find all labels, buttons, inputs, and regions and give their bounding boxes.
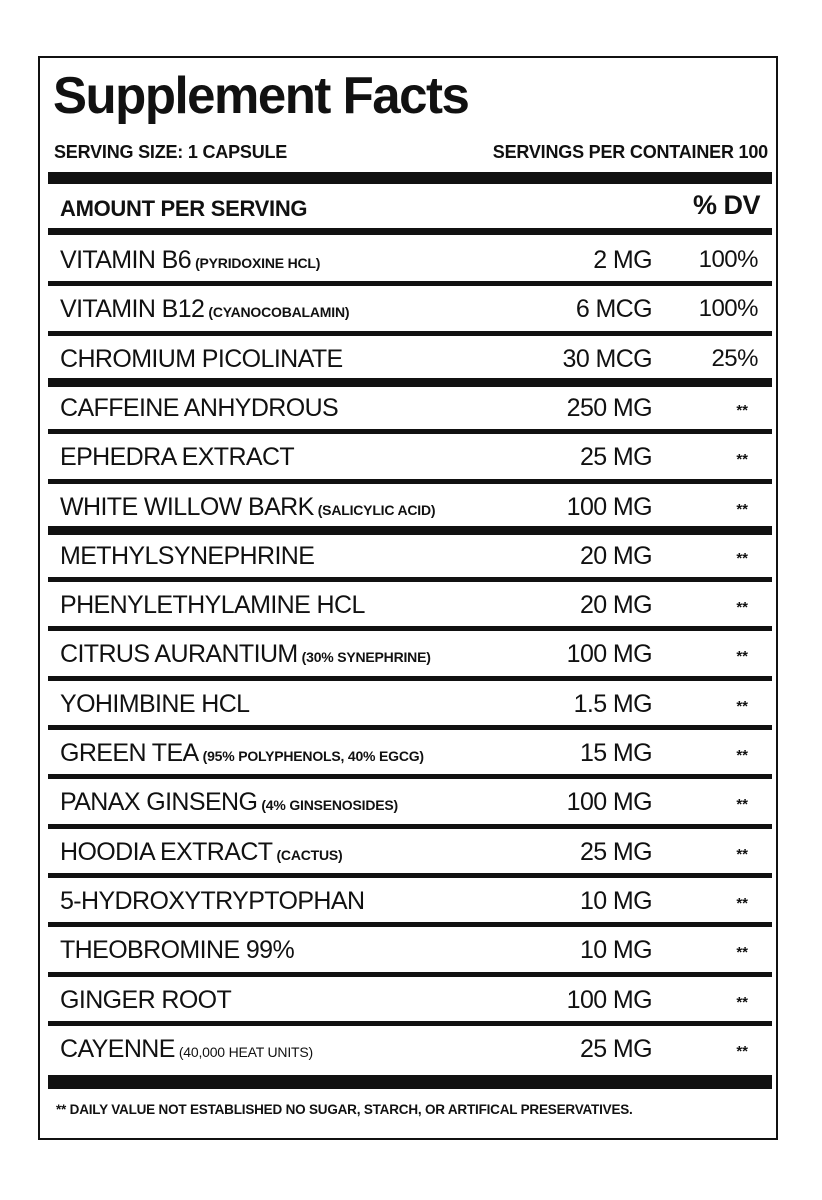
ingredient-name-text: PANAX GINSENG bbox=[60, 788, 258, 817]
amount-per-serving-label: AMOUNT PER SERVING bbox=[60, 196, 308, 221]
ingredient-name-text: 5-HYDROXYTRYPTOPHAN bbox=[60, 886, 365, 915]
ingredient-name bbox=[60, 1035, 313, 1064]
ingredient-name bbox=[60, 542, 314, 571]
ingredient-row bbox=[54, 532, 762, 576]
ingredient-row bbox=[54, 976, 762, 1020]
ingredient-detail: (30% SYNEPHRINE) bbox=[301, 649, 431, 666]
ingredient-row bbox=[54, 877, 762, 921]
ingredient-row bbox=[54, 335, 762, 379]
thick-divider-header bbox=[48, 228, 772, 235]
ingredient-dv: ** bbox=[736, 894, 748, 912]
ingredient-amount: 100 MG bbox=[566, 492, 652, 521]
amount-header bbox=[54, 186, 762, 226]
ingredient-dv: ** bbox=[736, 845, 748, 863]
thick-divider-bottom bbox=[48, 1075, 772, 1089]
dv-label: % DV bbox=[692, 190, 760, 220]
ingredient-amount: 20 MG bbox=[579, 541, 652, 570]
ingredient-row bbox=[54, 926, 762, 970]
ingredient-dv: ** bbox=[736, 993, 748, 1011]
ingredient-name-text: PHENYLETHYLAMINE HCL bbox=[60, 591, 365, 620]
ingredient-amount: 6 MCG bbox=[575, 295, 652, 324]
serving-info bbox=[54, 142, 768, 168]
ingredient-dv: 25% bbox=[711, 344, 758, 372]
ingredient-amount: 2 MG bbox=[593, 246, 652, 274]
ingredient-detail: (4% GINSENOSIDES) bbox=[261, 797, 398, 814]
ingredient-amount: 100 MG bbox=[566, 985, 652, 1014]
ingredient-name-text: VITAMIN B12 bbox=[60, 295, 205, 324]
ingredient-name-text: METHYLSYNEPHRINE bbox=[60, 541, 315, 570]
ingredient-dv: ** bbox=[736, 747, 748, 764]
ingredient-dv: ** bbox=[736, 1042, 748, 1060]
ingredient-dv: 100% bbox=[698, 246, 758, 273]
ingredient-row bbox=[54, 581, 762, 625]
ingredient-dv: ** bbox=[736, 451, 748, 469]
ingredient-name bbox=[60, 493, 435, 522]
ingredient-name-text: YOHIMBINE HCL bbox=[60, 689, 250, 718]
ingredient-name bbox=[60, 986, 231, 1015]
ingredient-row bbox=[54, 1025, 762, 1069]
ingredient-amount: 100 MG bbox=[566, 788, 652, 817]
ingredient-name-text: CAYENNE bbox=[60, 1034, 175, 1063]
ingredient-detail: (SALICYLIC ACID) bbox=[317, 501, 436, 518]
supplement-facts-panel bbox=[38, 56, 778, 1140]
ingredient-row bbox=[54, 285, 762, 329]
ingredient-detail: (PYRIDOXINE HCL) bbox=[195, 255, 321, 271]
thick-divider-top bbox=[48, 172, 772, 184]
ingredient-name-text: CAFFEINE ANHYDROUS bbox=[60, 393, 339, 422]
ingredient-row bbox=[54, 483, 762, 527]
ingredient-name bbox=[60, 246, 320, 275]
servings-per-container: SERVINGS PER CONTAINER 100 bbox=[492, 142, 768, 162]
ingredient-amount: 250 MG bbox=[566, 393, 652, 422]
ingredient-amount: 1.5 MG bbox=[573, 689, 652, 718]
ingredient-dv: ** bbox=[736, 944, 748, 962]
ingredient-amount: 30 MCG bbox=[562, 344, 652, 373]
ingredient-dv: ** bbox=[736, 549, 748, 567]
ingredient-dv: ** bbox=[736, 796, 748, 814]
ingredient-dv: ** bbox=[736, 401, 748, 419]
ingredient-name-text: EPHEDRA EXTRACT bbox=[60, 443, 295, 472]
ingredient-dv: ** bbox=[736, 697, 748, 715]
ingredient-name-text: HOODIA EXTRACT bbox=[60, 837, 273, 866]
ingredient-name bbox=[60, 640, 431, 669]
ingredient-row bbox=[54, 630, 762, 674]
ingredient-name bbox=[60, 739, 424, 768]
ingredient-detail: (95% POLYPHENOLS, 40% EGCG) bbox=[202, 748, 424, 764]
ingredient-name-text: VITAMIN B6 bbox=[60, 246, 192, 274]
ingredient-name-text: GINGER ROOT bbox=[60, 985, 232, 1014]
ingredient-row bbox=[54, 236, 762, 280]
ingredient-amount: 10 MG bbox=[579, 886, 652, 915]
ingredient-amount: 15 MG bbox=[579, 739, 652, 767]
serving-size: SERVING SIZE: 1 CAPSULE bbox=[54, 142, 288, 162]
ingredient-name bbox=[60, 690, 249, 719]
ingredient-name-text: WHITE WILLOW BARK bbox=[60, 492, 314, 521]
ingredient-name bbox=[60, 887, 364, 916]
ingredient-dv: ** bbox=[736, 648, 748, 666]
ingredient-name-text: CITRUS AURANTIUM bbox=[60, 640, 298, 669]
ingredient-name bbox=[60, 788, 398, 817]
ingredient-name-text: THEOBROMINE 99% bbox=[60, 936, 295, 965]
ingredient-dv: ** bbox=[736, 599, 748, 617]
ingredient-amount: 25 MG bbox=[579, 443, 652, 472]
ingredient-row bbox=[54, 778, 762, 822]
ingredient-amount: 10 MG bbox=[579, 936, 652, 965]
ingredient-name-text: GREEN TEA bbox=[60, 739, 199, 767]
ingredient-name bbox=[60, 295, 349, 324]
footnote: ** DAILY VALUE NOT ESTABLISHED NO SUGAR, STARCH, OR ARTIFICAL PRESERVATIVES. bbox=[56, 1102, 633, 1117]
ingredient-row bbox=[54, 729, 762, 773]
ingredient-dv: ** bbox=[736, 500, 748, 518]
ingredient-row bbox=[54, 680, 762, 724]
ingredient-row bbox=[54, 384, 762, 428]
ingredient-amount: 100 MG bbox=[566, 640, 652, 669]
ingredient-dv: 100% bbox=[698, 295, 758, 323]
ingredient-amount: 20 MG bbox=[579, 591, 652, 620]
ingredient-name bbox=[60, 591, 365, 620]
panel-title: Supplement Facts bbox=[53, 67, 469, 125]
ingredient-amount: 25 MG bbox=[579, 1034, 652, 1063]
ingredient-name bbox=[60, 345, 343, 374]
ingredient-row bbox=[54, 433, 762, 477]
ingredient-amount: 25 MG bbox=[579, 837, 652, 866]
ingredient-detail: (CACTUS) bbox=[276, 846, 343, 863]
ingredient-name bbox=[60, 443, 294, 472]
ingredient-row bbox=[54, 828, 762, 872]
ingredient-detail: (CYANOCOBALAMIN) bbox=[208, 304, 350, 321]
ingredient-name-text: CHROMIUM PICOLINATE bbox=[60, 344, 343, 373]
ingredient-name bbox=[60, 394, 338, 423]
ingredient-detail: (40,000 HEAT UNITS) bbox=[178, 1043, 313, 1060]
ingredient-name bbox=[60, 936, 294, 965]
ingredient-name bbox=[60, 838, 343, 867]
